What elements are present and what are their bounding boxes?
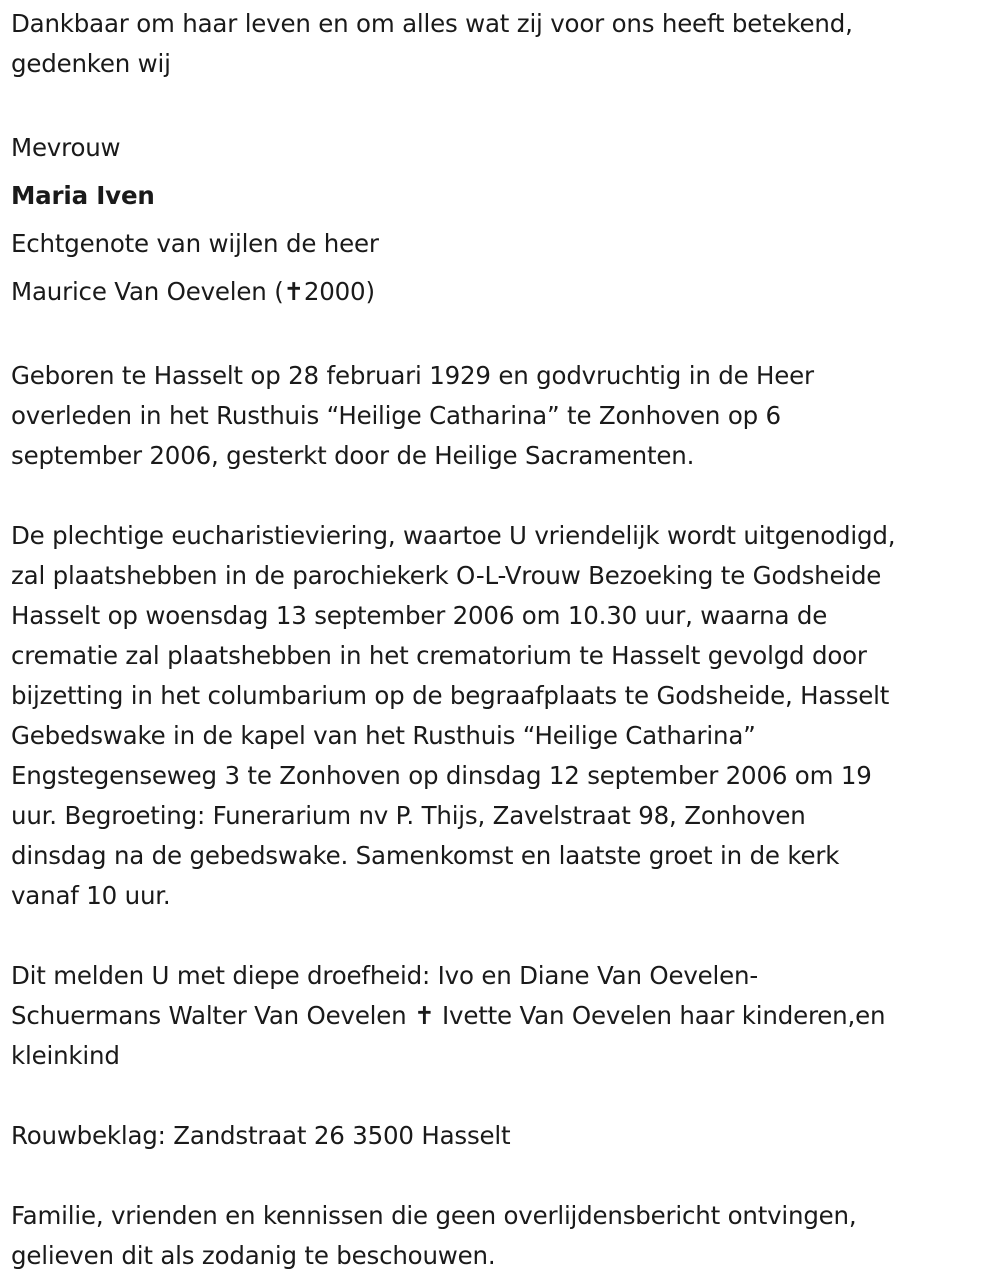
paragraph-gap — [11, 476, 996, 516]
paragraph-gap — [11, 316, 996, 356]
birth-death-line: Geboren te Hasselt op 28 februari 1929 en godvruchtig in de Heer — [11, 361, 814, 390]
ceremony-line: dinsdag na de gebedswake. Samenkomst en laatste groet in de kerk — [11, 841, 840, 870]
title-prefix: Mevrouw — [11, 133, 121, 162]
condolence-address-line: Rouwbeklag: Zandstraat 26 3500 Hasselt — [11, 1121, 511, 1150]
obituary-notice — [11, 4, 996, 1276]
ceremony-line: bijzetting in het columbarium op de begraafplaats te Godsheide, Hasselt — [11, 681, 890, 710]
ceremony-line: Engstegenseweg 3 te Zonhoven op dinsdag 12 september 2006 om 19 — [11, 761, 872, 790]
ceremony-line: Gebedswake in de kapel van het Rusthuis “Heilige Catharina” — [11, 721, 756, 750]
ceremony-paragraph — [11, 516, 996, 916]
birth-death-line: overleden in het Rusthuis “Heilige Catharina” te Zonhoven op 6 — [11, 401, 781, 430]
paragraph-gap — [11, 1156, 996, 1196]
spouse-line: Echtgenote van wijlen de heer — [11, 229, 379, 258]
paragraph-gap — [11, 916, 996, 956]
ceremony-line: Hasselt op woensdag 13 september 2006 om 10.30 uur, waarna de — [11, 601, 828, 630]
deceased-block — [11, 124, 996, 316]
ceremony-line: De plechtige eucharistieviering, waartoe U vriendelijk wordt uitgenodigd, — [11, 521, 896, 550]
birth-death-paragraph — [11, 356, 996, 476]
paragraph-gap — [11, 1076, 996, 1116]
family-line: Dit melden U met diepe droefheid: Ivo en Diane Van Oevelen- — [11, 961, 758, 990]
family-line: Schuermans Walter Van Oevelen ✝ Ivette Van Oevelen haar kinderen,en — [11, 1001, 886, 1030]
ceremony-line: vanaf 10 uur. — [11, 881, 171, 910]
paragraph-gap — [11, 84, 996, 124]
intro-line: Dankbaar om haar leven en om alles wat zij voor ons heeft betekend, — [11, 9, 853, 38]
closing-line: gelieven dit als zodanig te beschouwen. — [11, 1241, 496, 1270]
ceremony-line: crematie zal plaatshebben in het crematorium te Hasselt gevolgd door — [11, 641, 867, 670]
family-paragraph — [11, 956, 996, 1076]
spouse-line: Maurice Van Oevelen (✝2000) — [11, 277, 375, 306]
birth-death-line: september 2006, gesterkt door de Heilige Sacramenten. — [11, 441, 695, 470]
family-line: kleinkind — [11, 1041, 120, 1070]
intro-paragraph — [11, 4, 996, 84]
ceremony-line: zal plaatshebben in de parochiekerk O-L-Vrouw Bezoeking te Godsheide — [11, 561, 882, 590]
intro-line: gedenken wij — [11, 49, 171, 78]
closing-paragraph — [11, 1196, 996, 1276]
ceremony-line: uur. Begroeting: Funerarium nv P. Thijs, Zavelstraat 98, Zonhoven — [11, 801, 806, 830]
deceased-name: Maria Iven — [11, 181, 155, 210]
closing-line: Familie, vrienden en kennissen die geen overlijdensbericht ontvingen, — [11, 1201, 857, 1230]
condolence-address-paragraph — [11, 1116, 996, 1156]
